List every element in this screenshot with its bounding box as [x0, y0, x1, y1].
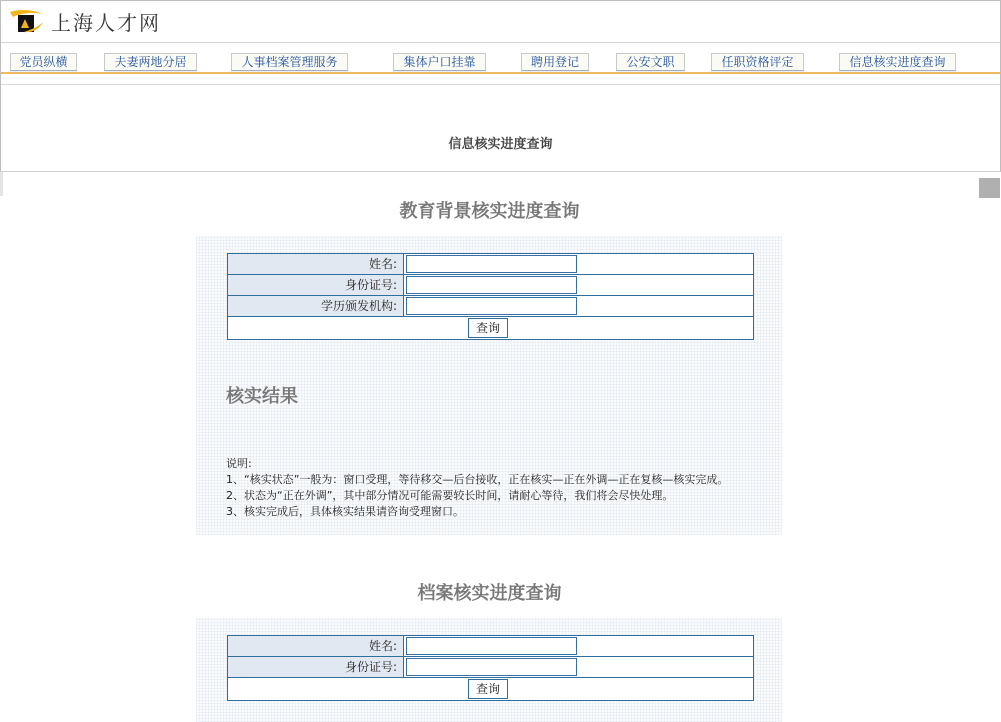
nav-item-spouse-separation[interactable]: 夫妻两地分居 — [104, 53, 197, 71]
logo-icon — [9, 8, 45, 34]
nav-item-qualification-assessment[interactable]: 任职资格评定 — [711, 53, 804, 71]
nav-item-police-civilian[interactable]: 公安文职 — [616, 53, 685, 71]
archive-id-input[interactable] — [406, 658, 577, 676]
education-query-form — [227, 253, 754, 340]
header-divider — [1, 42, 1000, 43]
nav-item-collective-hukou[interactable]: 集体户口挂靠 — [393, 53, 486, 71]
education-button-row — [228, 317, 753, 339]
archive-name-input[interactable] — [406, 637, 577, 655]
education-id-label: 身份证号: — [228, 275, 404, 295]
education-id-input[interactable] — [406, 276, 577, 294]
education-institution-input[interactable] — [406, 297, 577, 315]
site-name: 上海人才网 — [51, 10, 161, 35]
nav-item-archive-management[interactable]: 人事档案管理服务 — [231, 53, 348, 71]
education-name-row — [228, 254, 753, 275]
notes-heading: 说明: — [226, 457, 252, 470]
archive-button-row — [228, 678, 753, 700]
education-section-title: 教育背景核实进度查询 — [399, 201, 580, 222]
nav-item-employment-registration[interactable]: 聘用登记 — [521, 53, 589, 71]
education-name-input[interactable] — [406, 255, 577, 273]
education-name-label: 姓名: — [228, 254, 404, 274]
education-panel — [196, 236, 782, 535]
education-institution-row — [228, 296, 753, 317]
page-title: 信息核实进度查询 — [448, 137, 553, 152]
notes-block — [226, 456, 761, 520]
header-bottom-divider — [1, 84, 1000, 85]
notes-item-1: 1、“核实状态”一般为：窗口受理，等待移交—后台接收，正在核实—正在外调—正在复核—核实完成。 — [226, 473, 729, 486]
education-id-row — [228, 275, 753, 296]
nav-accent-line — [1, 72, 1000, 74]
nav-item-party[interactable]: 党员纵横 — [10, 53, 77, 71]
notes-item-2: 2、状态为“正在外调”，其中部分情况可能需要较长时间，请耐心等待，我们将会尽快处理。 — [226, 489, 674, 502]
archive-name-label: 姓名: — [228, 636, 404, 656]
frame-scroll-edge — [0, 172, 3, 196]
archive-query-button[interactable]: 查询 — [468, 679, 508, 699]
main-nav — [1, 53, 1000, 71]
archive-query-form — [227, 635, 754, 701]
notes-item-3: 3、核实完成后，具体核实结果请咨询受理窗口。 — [226, 505, 464, 518]
site-header — [0, 0, 1001, 112]
page-title-box — [0, 111, 1001, 172]
nav-item-verification-query[interactable]: 信息核实进度查询 — [839, 53, 956, 71]
archive-name-row — [228, 636, 753, 657]
site-logo[interactable] — [9, 7, 161, 35]
archive-section-title: 档案核实进度查询 — [417, 583, 562, 604]
archive-id-row — [228, 657, 753, 678]
archive-id-label: 身份证号: — [228, 657, 404, 677]
scrollbar-thumb[interactable] — [979, 178, 1000, 198]
result-title: 核实结果 — [226, 386, 298, 407]
education-query-button[interactable]: 查询 — [468, 318, 508, 338]
archive-panel — [196, 618, 782, 722]
education-institution-label: 学历颁发机构: — [228, 296, 404, 316]
